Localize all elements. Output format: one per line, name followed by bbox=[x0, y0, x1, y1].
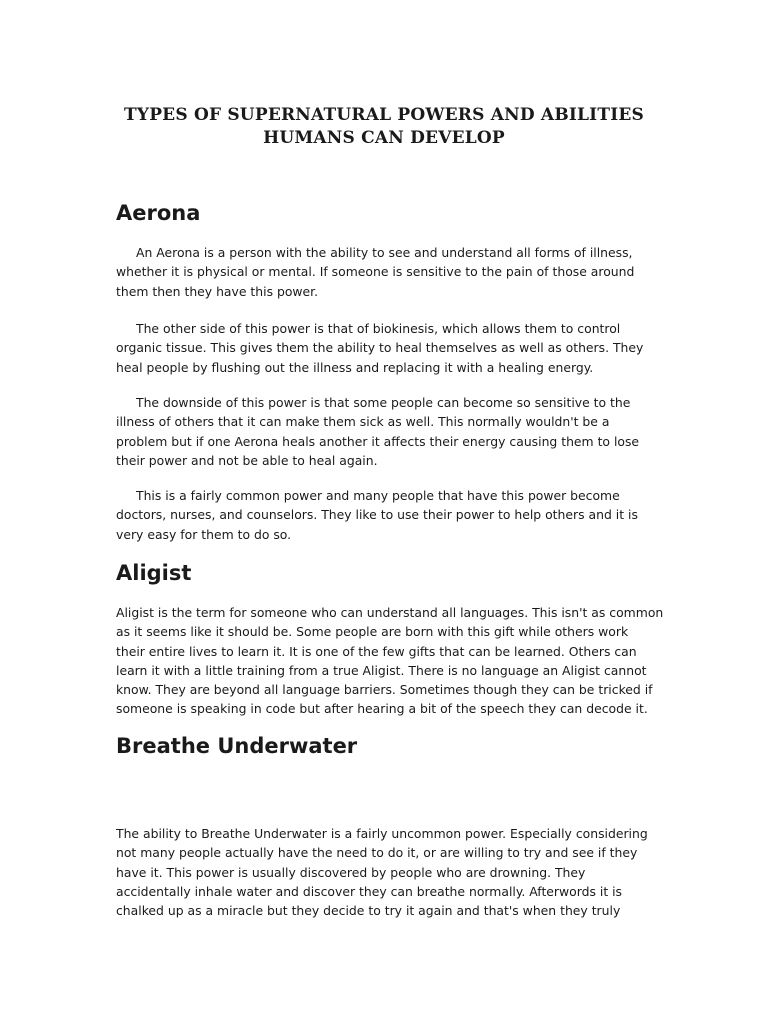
section-heading-aligist: Aligist bbox=[116, 561, 192, 585]
paragraph bbox=[116, 603, 664, 719]
paragraph-line: accidentally inhale water and discover they can breathe normally. Afterwords it is bbox=[116, 883, 623, 899]
paragraph bbox=[116, 393, 646, 470]
paragraph-line: The other side of this power is that of biokinesis, which allows them to control bbox=[136, 321, 621, 336]
paragraph-line: heal people by flushing out the illness and replacing it with a healing energy. bbox=[116, 359, 594, 375]
paragraph-line: as it seems like it should be. Some people are born with this gift while others work bbox=[116, 624, 629, 640]
title-line: TYPES OF SUPERNATURAL POWERS AND ABILITIES bbox=[124, 105, 644, 125]
paragraph bbox=[116, 243, 646, 301]
paragraph-line: illness of others that it can make them sick as well. This normally wouldn't be a bbox=[116, 414, 610, 430]
paragraph-line: not many people actually have the need to do it, or are willing to try and see if they bbox=[116, 845, 638, 861]
paragraph-line: someone is speaking in code but after hearing a bit of the speech they can decode it. bbox=[116, 701, 648, 717]
paragraph-line: learn it with a little training from a true Aligist. There is no language an Aligist cannot bbox=[116, 662, 647, 678]
paragraph-line: problem but if one Aerona heals another it affects their energy causing them to lose bbox=[116, 433, 640, 449]
paragraph bbox=[116, 486, 646, 544]
paragraph-line: have it. This power is usually discovered by people who are drowning. They bbox=[116, 864, 586, 880]
title-line: HUMANS CAN DEVELOP bbox=[263, 128, 505, 148]
paragraph-line: The downside of this power is that some people can become so sensitive to the bbox=[136, 395, 631, 410]
section-heading-aerona: Aerona bbox=[116, 201, 201, 225]
paragraph-line: very easy for them to do so. bbox=[116, 526, 292, 542]
paragraph-line: An Aerona is a person with the ability to see and understand all forms of illness, bbox=[136, 245, 633, 260]
document-title bbox=[60, 104, 708, 150]
paragraph-line: them then they have this power. bbox=[116, 283, 319, 299]
paragraph-line: This is a fairly common power and many people that have this power become bbox=[136, 488, 620, 503]
paragraph-line: doctors, nurses, and counselors. They like to use their power to help others and it is bbox=[116, 507, 638, 523]
paragraph-line: The ability to Breathe Underwater is a fairly uncommon power. Especially considering bbox=[116, 826, 648, 841]
paragraph-line: organic tissue. This gives them the ability to heal themselves as well as others. They bbox=[116, 340, 644, 356]
paragraph-line: know. They are beyond all language barriers. Sometimes though they can be tricked if bbox=[116, 682, 653, 698]
paragraph-line: whether it is physical or mental. If someone is sensitive to the pain of those around bbox=[116, 264, 635, 280]
paragraph bbox=[116, 319, 646, 377]
paragraph-line: their power and not be able to heal again. bbox=[116, 452, 378, 468]
paragraph-line: Aligist is the term for someone who can understand all languages. This isn't as common bbox=[116, 605, 664, 620]
paragraph-line: chalked up as a miracle but they decide to try it again and that's when they truly bbox=[116, 903, 621, 919]
section-heading-breathe-underwater: Breathe Underwater bbox=[116, 734, 358, 758]
paragraph bbox=[116, 824, 646, 920]
paragraph-line: their entire lives to learn it. It is one of the few gifts that can be learned. Others can bbox=[116, 643, 637, 659]
